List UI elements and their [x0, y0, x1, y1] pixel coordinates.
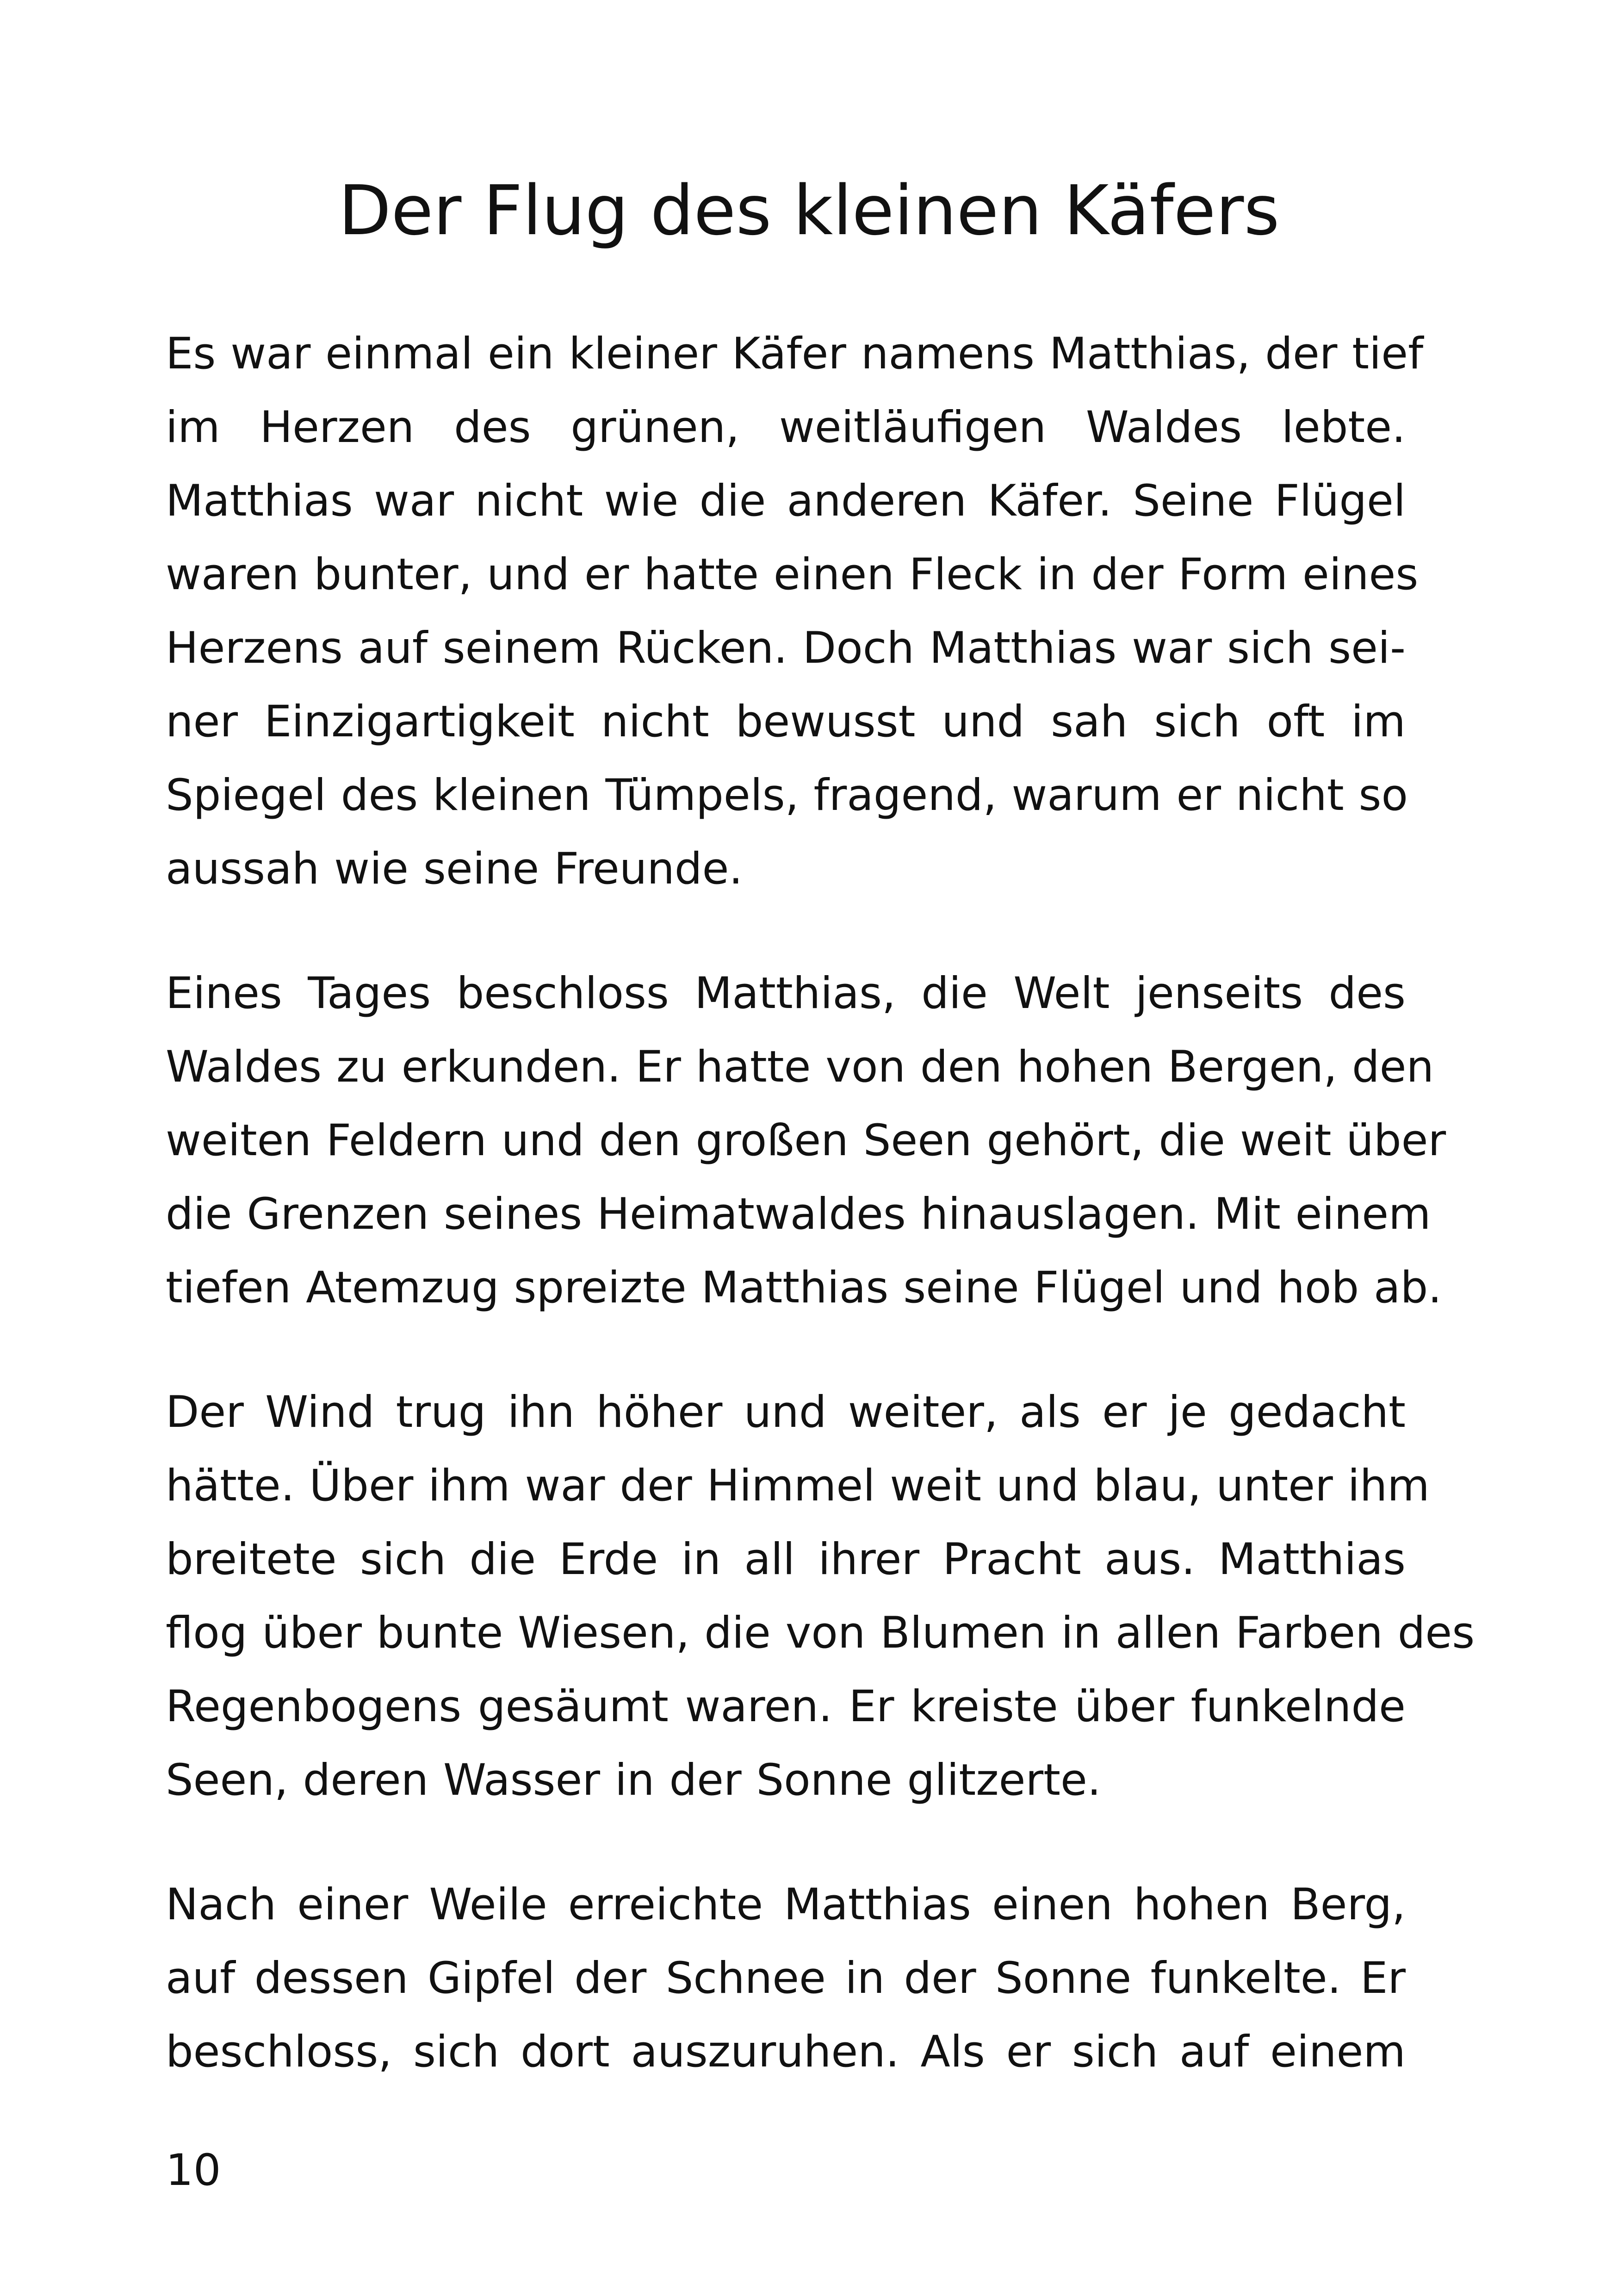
story-text [166, 317, 1475, 2140]
text-line: waren bunter, und er hatte einen Fleck in der Form eines [166, 549, 1419, 600]
text-line: breitete sich die Erde in all ihrer Pracht aus. Matthias [166, 1534, 1406, 1585]
page-number: 10 [166, 2145, 221, 2196]
text-line: Es war einmal ein kleiner Käfer namens Matthias, der tief [166, 329, 1424, 379]
text-line: ner Einzigartigkeit nicht bewusst und sah sich oft im [166, 697, 1406, 747]
paragraph-3 [166, 1375, 1475, 1817]
text-line: flog über bunte Wiesen, die von Blumen in allen Farben des [166, 1608, 1475, 1658]
text-line: Der Wind trug ihn höher und weiter, als er je gedacht [166, 1387, 1406, 1437]
text-line: aussah wie seine Freunde. [166, 844, 743, 894]
paragraph-1 [166, 317, 1424, 906]
text-line: Spiegel des kleinen Tümpels, fragend, warum er nicht so [166, 770, 1408, 821]
text-line: hätte. Über ihm war der Himmel weit und blau, unter ihm [166, 1461, 1430, 1511]
text-line: beschloss, sich dort auszuruhen. Als er sich auf einem [166, 2027, 1406, 2077]
page-title: Der Flug des kleinen Käfers [338, 171, 1280, 250]
text-line: weiten Feldern und den großen Seen gehört, die weit über [166, 1115, 1446, 1166]
paragraph-4 [166, 1868, 1406, 2089]
text-line: Nach einer Weile erreichte Matthias einen hohen Berg, [166, 1879, 1406, 1930]
text-line: Seen, deren Wasser in der Sonne glitzerte. [166, 1755, 1101, 1805]
paragraph-2 [166, 957, 1446, 1325]
text-line: Regenbogens gesäumt waren. Er kreiste über funkelnde [166, 1681, 1406, 1732]
text-line: Herzens auf seinem Rücken. Doch Matthias war sich sei- [166, 623, 1406, 673]
text-line: tiefen Atemzug spreizte Matthias seine Flügel und hob ab. [166, 1263, 1442, 1313]
text-line: die Grenzen seines Heimatwaldes hinauslagen. Mit einem [166, 1189, 1431, 1239]
text-line: Matthias war nicht wie die anderen Käfer. Seine Flügel [166, 476, 1406, 526]
text-line: Eines Tages beschloss Matthias, die Welt jenseits des [166, 968, 1406, 1019]
text-line: Waldes zu erkunden. Er hatte von den hohen Bergen, den [166, 1042, 1434, 1092]
text-line: auf dessen Gipfel der Schnee in der Sonne funkelte. Er [166, 1953, 1406, 2004]
text-line: im Herzen des grünen, weitläufigen Waldes lebte. [166, 402, 1406, 453]
